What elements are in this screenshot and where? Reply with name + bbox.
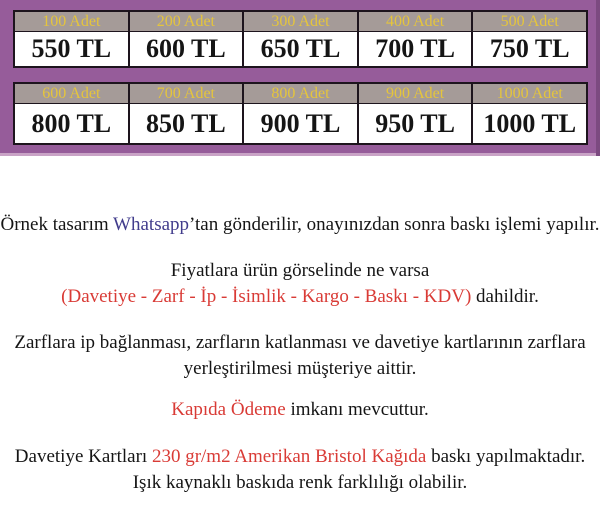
- price-cell: 750 TL: [472, 32, 587, 68]
- note-paper-quality: [0, 444, 600, 496]
- note-cash-on-delivery: [0, 397, 600, 423]
- price-table-2: [13, 82, 588, 145]
- qty-header-cell: 700 Adet: [129, 83, 244, 104]
- quantity-header-row: [14, 11, 587, 32]
- price-row: [14, 104, 587, 145]
- note-text: Fiyatlara ürün görselinde ne varsa: [170, 260, 430, 281]
- note-text: yerleştirilmesi müşteriye aittir.: [183, 358, 417, 379]
- note-price-included: [0, 258, 600, 310]
- note-design-approval: [0, 212, 600, 238]
- whatsapp-label: Whatsapp: [113, 214, 190, 235]
- note-text: Işık kaynaklı baskıda renk farklılığı olabilir.: [132, 472, 468, 493]
- price-cell: 700 TL: [358, 32, 473, 68]
- price-cell: 650 TL: [243, 32, 358, 68]
- note-text: Zarflara ip bağlanması, zarfların katlanması ve davetiye kartlarının zarflara: [14, 332, 586, 353]
- note-text: dahildir.: [471, 286, 539, 307]
- qty-header-cell: 900 Adet: [358, 83, 473, 104]
- note-line: [0, 444, 600, 470]
- price-table-1: [13, 10, 588, 68]
- note-text: imkanı mevcuttur.: [285, 399, 429, 420]
- qty-header-cell: 400 Adet: [358, 11, 473, 32]
- price-cell: 900 TL: [243, 104, 358, 145]
- price-cell: 1000 TL: [472, 104, 587, 145]
- price-cell: 850 TL: [129, 104, 244, 145]
- price-cell: 950 TL: [358, 104, 473, 145]
- note-line: [0, 284, 600, 310]
- qty-header-cell: 300 Adet: [243, 11, 358, 32]
- note-customer-tasks: [0, 330, 600, 382]
- note-text: Davetiye Kartları: [14, 446, 152, 467]
- qty-header-cell: 500 Adet: [472, 11, 587, 32]
- price-row: [14, 32, 587, 68]
- qty-header-cell: 800 Adet: [243, 83, 358, 104]
- qty-header-cell: 1000 Adet: [472, 83, 587, 104]
- note-text: ’tan gönderilir, onayınızdan sonra baskı işlemi yapılır.: [189, 214, 600, 235]
- note-text: Örnek tasarım: [0, 214, 114, 235]
- cod-red-text: Kapıda Ödeme: [171, 399, 286, 420]
- quantity-header-row: [14, 83, 587, 104]
- qty-header-cell: 100 Adet: [14, 11, 129, 32]
- price-cell: 800 TL: [14, 104, 129, 145]
- qty-header-cell: 200 Adet: [129, 11, 244, 32]
- paper-spec-red-text: 230 gr/m2 Amerikan Bristol Kağıda: [151, 446, 427, 467]
- price-cell: 550 TL: [14, 32, 129, 68]
- price-cell: 600 TL: [129, 32, 244, 68]
- banner-right-edge: [596, 0, 600, 156]
- pricing-banner: [0, 0, 600, 156]
- note-text: baskı yapılmaktadır.: [426, 446, 586, 467]
- included-items-red-text: (Davetiye - Zarf - İp - İsimlik - Kargo - Baskı - KDV): [61, 286, 472, 307]
- qty-header-cell: 600 Adet: [14, 83, 129, 104]
